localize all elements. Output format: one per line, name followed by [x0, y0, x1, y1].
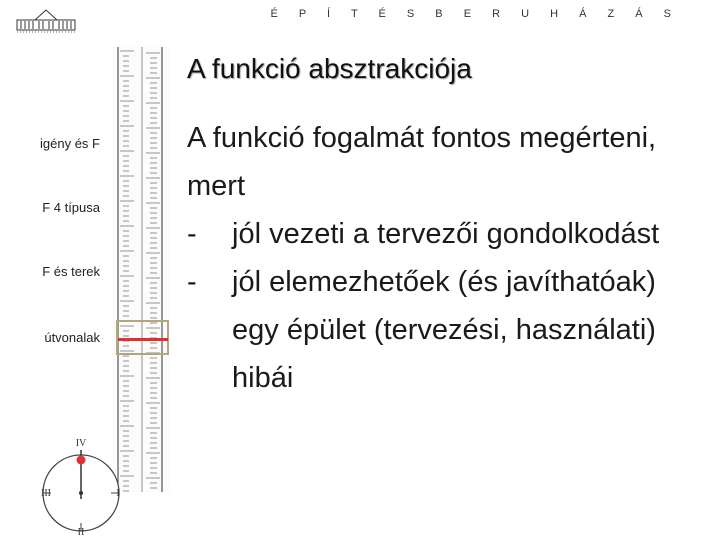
compass-label-ii: II — [77, 527, 85, 536]
bullet-item: - jól vezeti a tervezői gondolkodást — [187, 210, 707, 258]
header-title: É P Í T É S B E R U H Á Z Á S — [270, 8, 680, 20]
slide-body — [187, 114, 707, 402]
compass-label-i: I — [116, 488, 120, 499]
floor-plan-ruler — [112, 47, 170, 492]
compass-label-iv: IV — [75, 438, 87, 449]
compass-label-iii: III — [41, 488, 51, 499]
compass-icon — [38, 436, 124, 536]
bullet-list — [187, 210, 707, 402]
sidebar-item-f4-tipusa[interactable]: F 4 típusa — [42, 200, 100, 215]
sidebar-item-igeny[interactable]: igény és F — [40, 136, 100, 151]
ruler-position-marker — [118, 338, 168, 341]
slide-title: A funkció absztrakciója — [187, 53, 472, 84]
bullet-item: - jól elemezhetőek (és javíthatóak) egy épület (tervezési, használati) hibái — [187, 258, 707, 402]
intro-text: A funkció fogalmát fontos megérteni, mert — [187, 122, 657, 202]
sidebar-item-utvonalak[interactable]: útvonalak — [44, 330, 100, 345]
sidebar-item-f-es-terek[interactable]: F és terek — [42, 264, 100, 279]
